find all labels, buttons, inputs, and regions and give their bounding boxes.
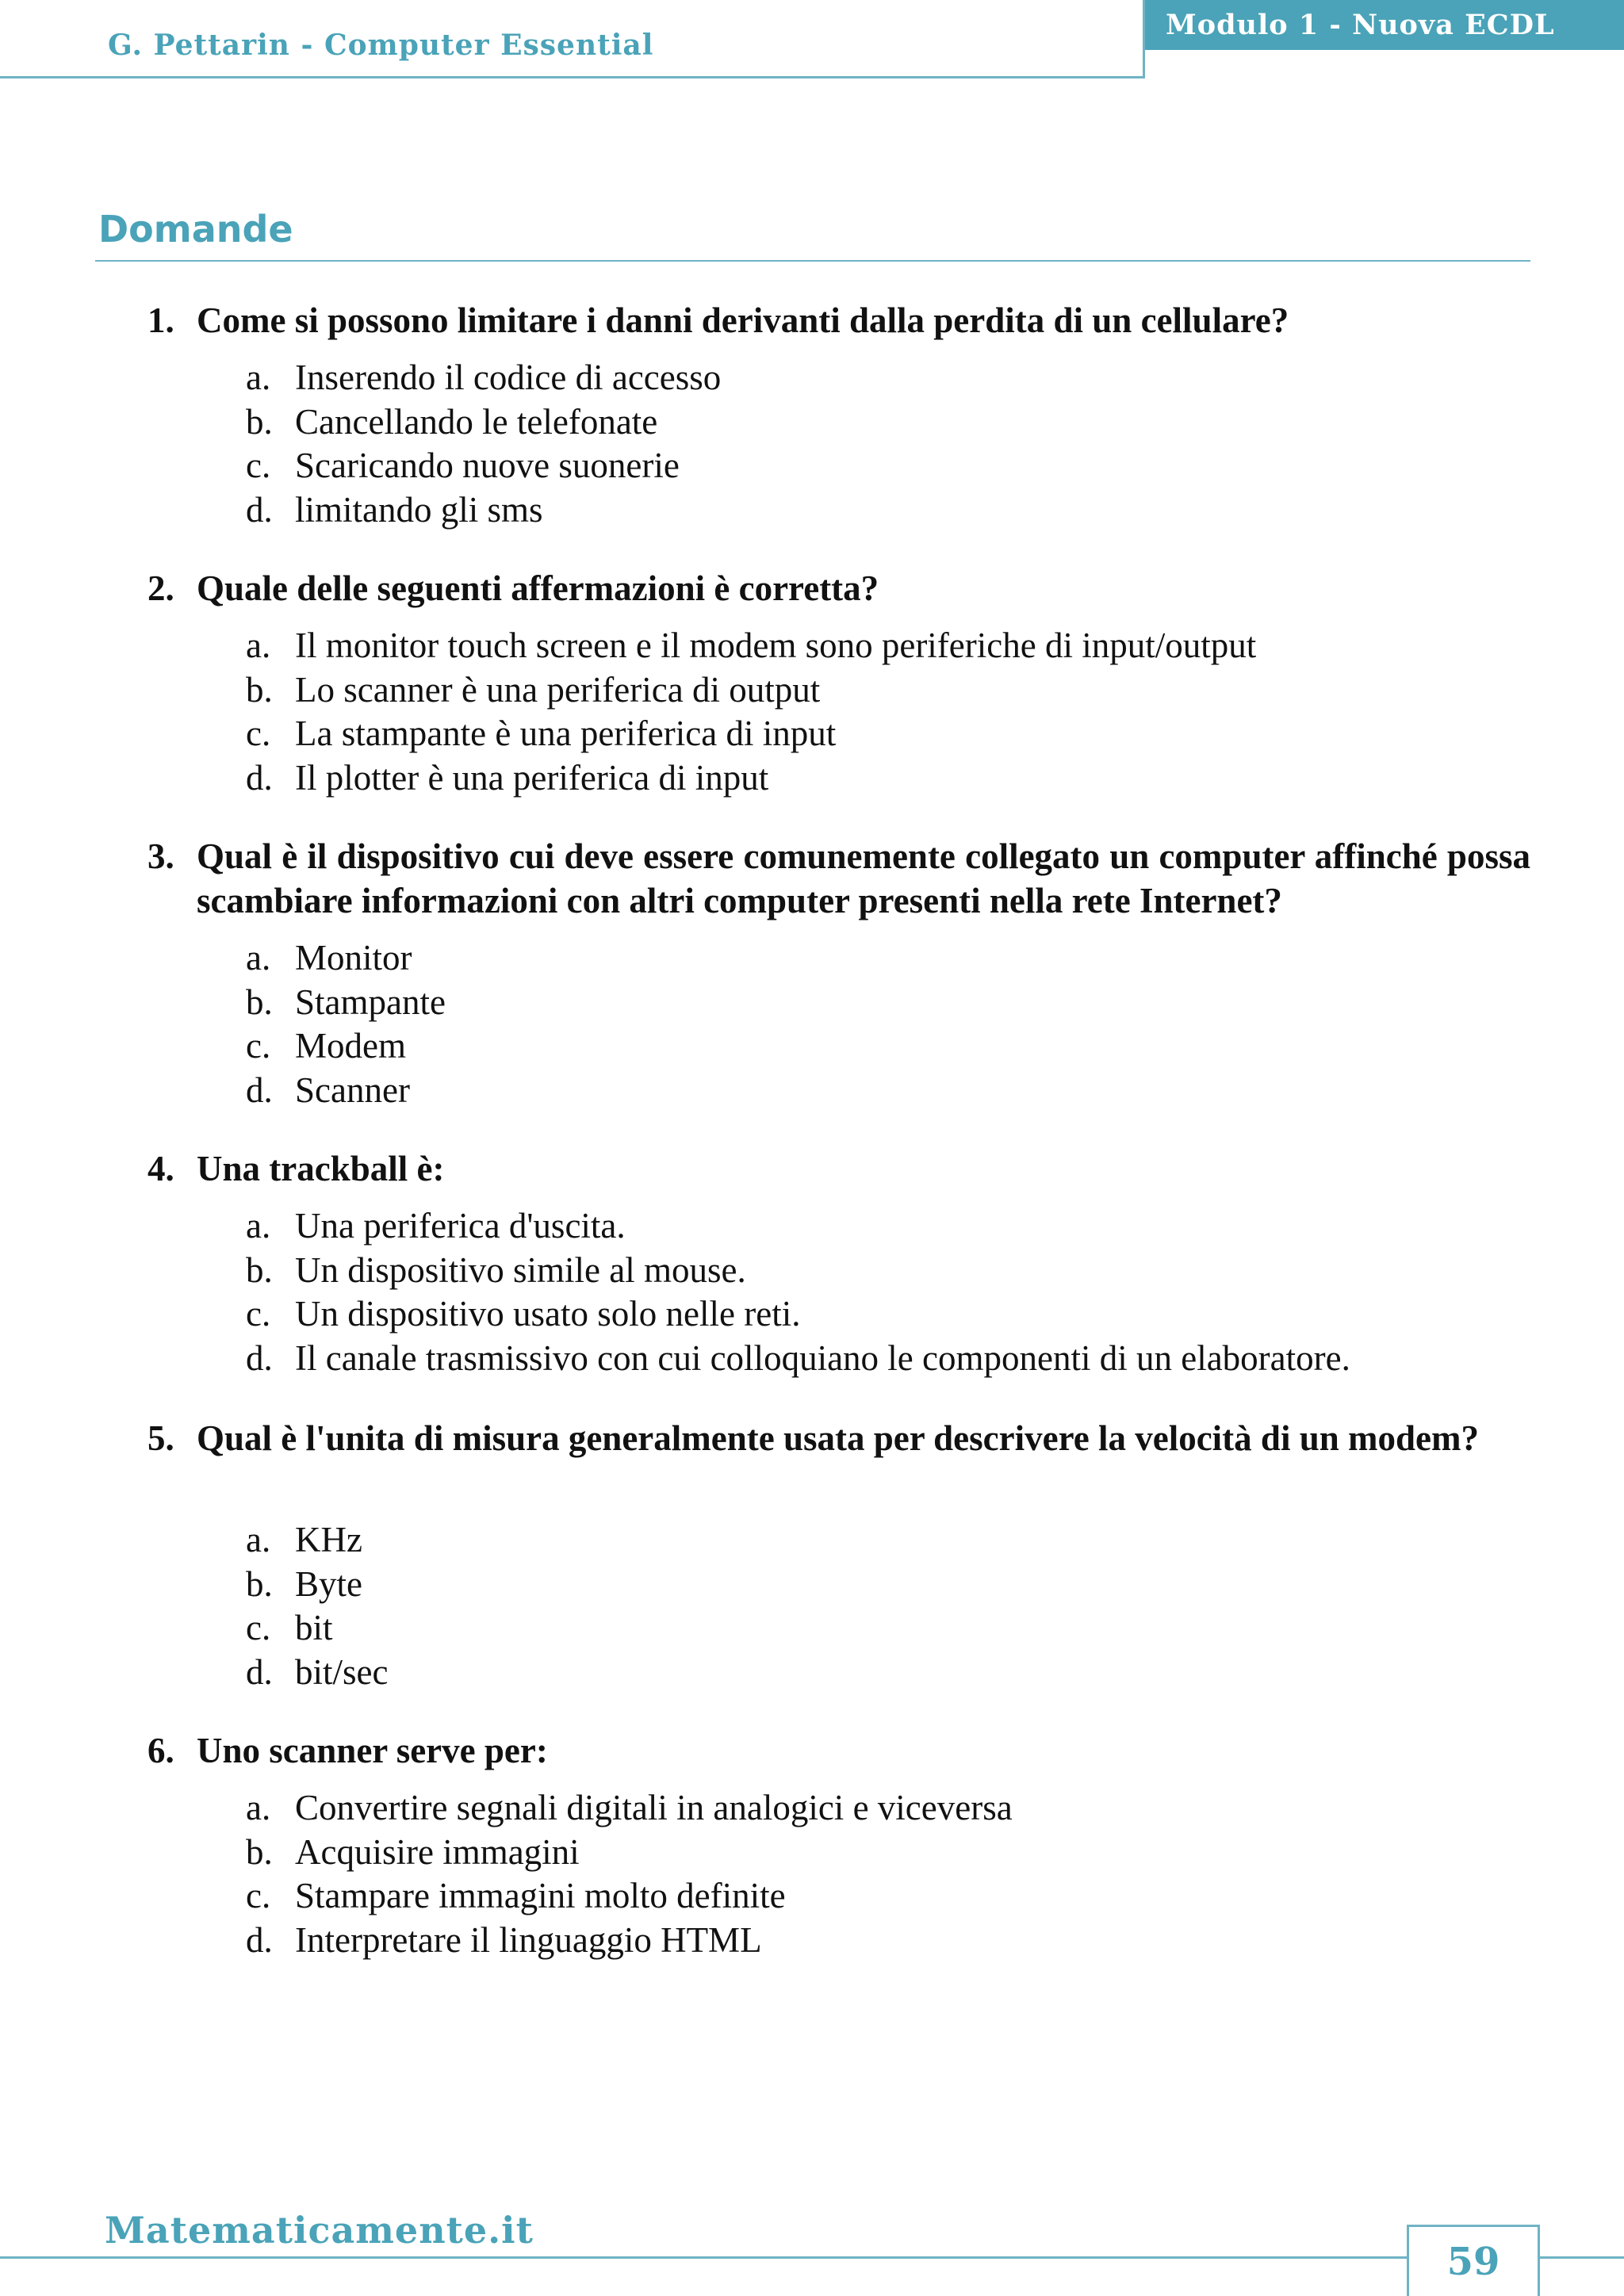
answer-option (246, 1918, 1530, 1962)
option-letter: d. (246, 1919, 273, 1960)
answer-option (246, 1873, 1530, 1918)
option-text: limitando gli sms (295, 489, 543, 530)
question-text: Uno scanner serve per: (197, 1731, 548, 1770)
answer-option (246, 488, 1530, 532)
option-text: Monitor (295, 938, 412, 978)
option-text: Un dispositivo simile al mouse. (295, 1249, 746, 1290)
answer-option (246, 1517, 1530, 1562)
answer-option (246, 1562, 1530, 1606)
option-letter: c. (246, 1876, 271, 1915)
option-letter: a. (246, 626, 271, 665)
option-letter: a. (246, 1206, 271, 1246)
page-number-box (1407, 2225, 1540, 2296)
option-text: Un dispositivo usato solo nelle reti. (295, 1294, 801, 1334)
option-text: Stampare immagini molto definite (295, 1876, 786, 1915)
question-number: 2. (147, 568, 174, 608)
option-text: Convertire segnali digitali in analogici e viceversa (295, 1788, 1013, 1827)
option-text: bit/sec (295, 1651, 389, 1692)
option-text: Cancellando le telefonate (295, 401, 658, 442)
question-number: 4. (147, 1149, 174, 1188)
option-letter: b. (246, 982, 273, 1022)
option-text: Modem (295, 1026, 406, 1066)
option-letter: a. (246, 1520, 271, 1559)
answer-option (246, 1203, 1530, 1248)
option-letter: b. (246, 1249, 273, 1290)
answer-option (246, 711, 1530, 756)
question-5 (147, 1416, 1530, 1505)
option-text: Scaricando nuove suonerie (295, 446, 680, 485)
answer-option (246, 355, 1530, 400)
question-text: Una trackball è: (197, 1149, 445, 1188)
answer-option (246, 623, 1530, 668)
section-title: Domande (98, 208, 293, 251)
option-text: Il monitor touch screen e il modem sono periferiche di input/output (295, 626, 1257, 665)
option-letter: c. (246, 1294, 271, 1334)
question-number: 3. (147, 836, 174, 876)
question-4 (147, 1146, 1530, 1191)
question-1 (147, 298, 1530, 342)
answer-option (246, 936, 1530, 980)
option-letter: a. (246, 358, 271, 397)
option-letter: b. (246, 669, 273, 710)
footer-site: Matematicamente.it (105, 2209, 534, 2252)
option-text: Stampante (295, 982, 446, 1022)
option-letter: d. (246, 1337, 273, 1378)
answer-option (246, 1336, 1530, 1380)
answer-option (246, 400, 1530, 444)
question-text: Come si possono limitare i danni derivanti dalla perdita di un cellulare? (197, 300, 1289, 340)
question-2 (147, 566, 1530, 610)
header-author: G. Pettarin - Computer Essential (108, 29, 654, 62)
option-text: Una periferica d'uscita. (295, 1206, 626, 1246)
answer-option (246, 1024, 1530, 1068)
answer-option (246, 1605, 1530, 1650)
question-6 (147, 1728, 1530, 1773)
answer-option (246, 1650, 1530, 1694)
answer-option (246, 1068, 1530, 1112)
option-letter: d. (246, 1070, 273, 1110)
option-letter: c. (246, 446, 271, 485)
option-letter: b. (246, 1831, 273, 1872)
option-letter: c. (246, 714, 271, 753)
option-text: La stampante è una periferica di input (295, 714, 837, 753)
question-number: 6. (147, 1731, 174, 1770)
answer-option (246, 1248, 1530, 1292)
question-number: 1. (147, 300, 174, 340)
option-text: bit (295, 1608, 333, 1647)
option-text: Interpretare il linguaggio HTML (295, 1919, 762, 1960)
option-letter: d. (246, 757, 273, 798)
answer-option (246, 980, 1530, 1024)
option-text: Byte (295, 1563, 362, 1604)
question-3 (147, 834, 1530, 923)
option-text: Il plotter è una periferica di input (295, 757, 769, 798)
answer-option (246, 756, 1530, 800)
question-text: Qual è il dispositivo cui deve essere comunemente collegato un computer affinché possa scambiare informazioni con altri computer presenti nella rete Internet? (197, 836, 1530, 920)
question-number: 5. (147, 1418, 174, 1458)
option-text: KHz (295, 1520, 362, 1559)
answer-option (246, 1830, 1530, 1874)
option-text: Lo scanner è una periferica di output (295, 669, 821, 710)
page-number: 59 (1446, 2240, 1500, 2284)
option-text: Scanner (295, 1070, 410, 1110)
option-letter: c. (246, 1608, 271, 1647)
question-text: Quale delle seguenti affermazioni è corretta? (197, 568, 879, 608)
option-text: Il canale trasmissivo con cui colloquiano le componenti di un elaboratore. (295, 1337, 1350, 1378)
answer-option (246, 1785, 1530, 1830)
option-letter: a. (246, 938, 271, 978)
option-letter: d. (246, 489, 273, 530)
option-letter: c. (246, 1026, 271, 1066)
option-letter: b. (246, 401, 273, 442)
question-text: Qual è l'unita di misura generalmente usata per descrivere la velocità di un modem? (197, 1418, 1479, 1458)
footer-rule (0, 2256, 1624, 2259)
option-letter: d. (246, 1651, 273, 1692)
answer-option (246, 443, 1530, 488)
answer-option (246, 1292, 1530, 1336)
header-module-banner: Modulo 1 - Nuova ECDL (1145, 0, 1624, 50)
option-text: Inserendo il codice di accesso (295, 358, 722, 397)
option-text: Acquisire immagini (295, 1831, 580, 1872)
answer-option (246, 668, 1530, 712)
option-letter: b. (246, 1563, 273, 1604)
option-letter: a. (246, 1788, 271, 1827)
